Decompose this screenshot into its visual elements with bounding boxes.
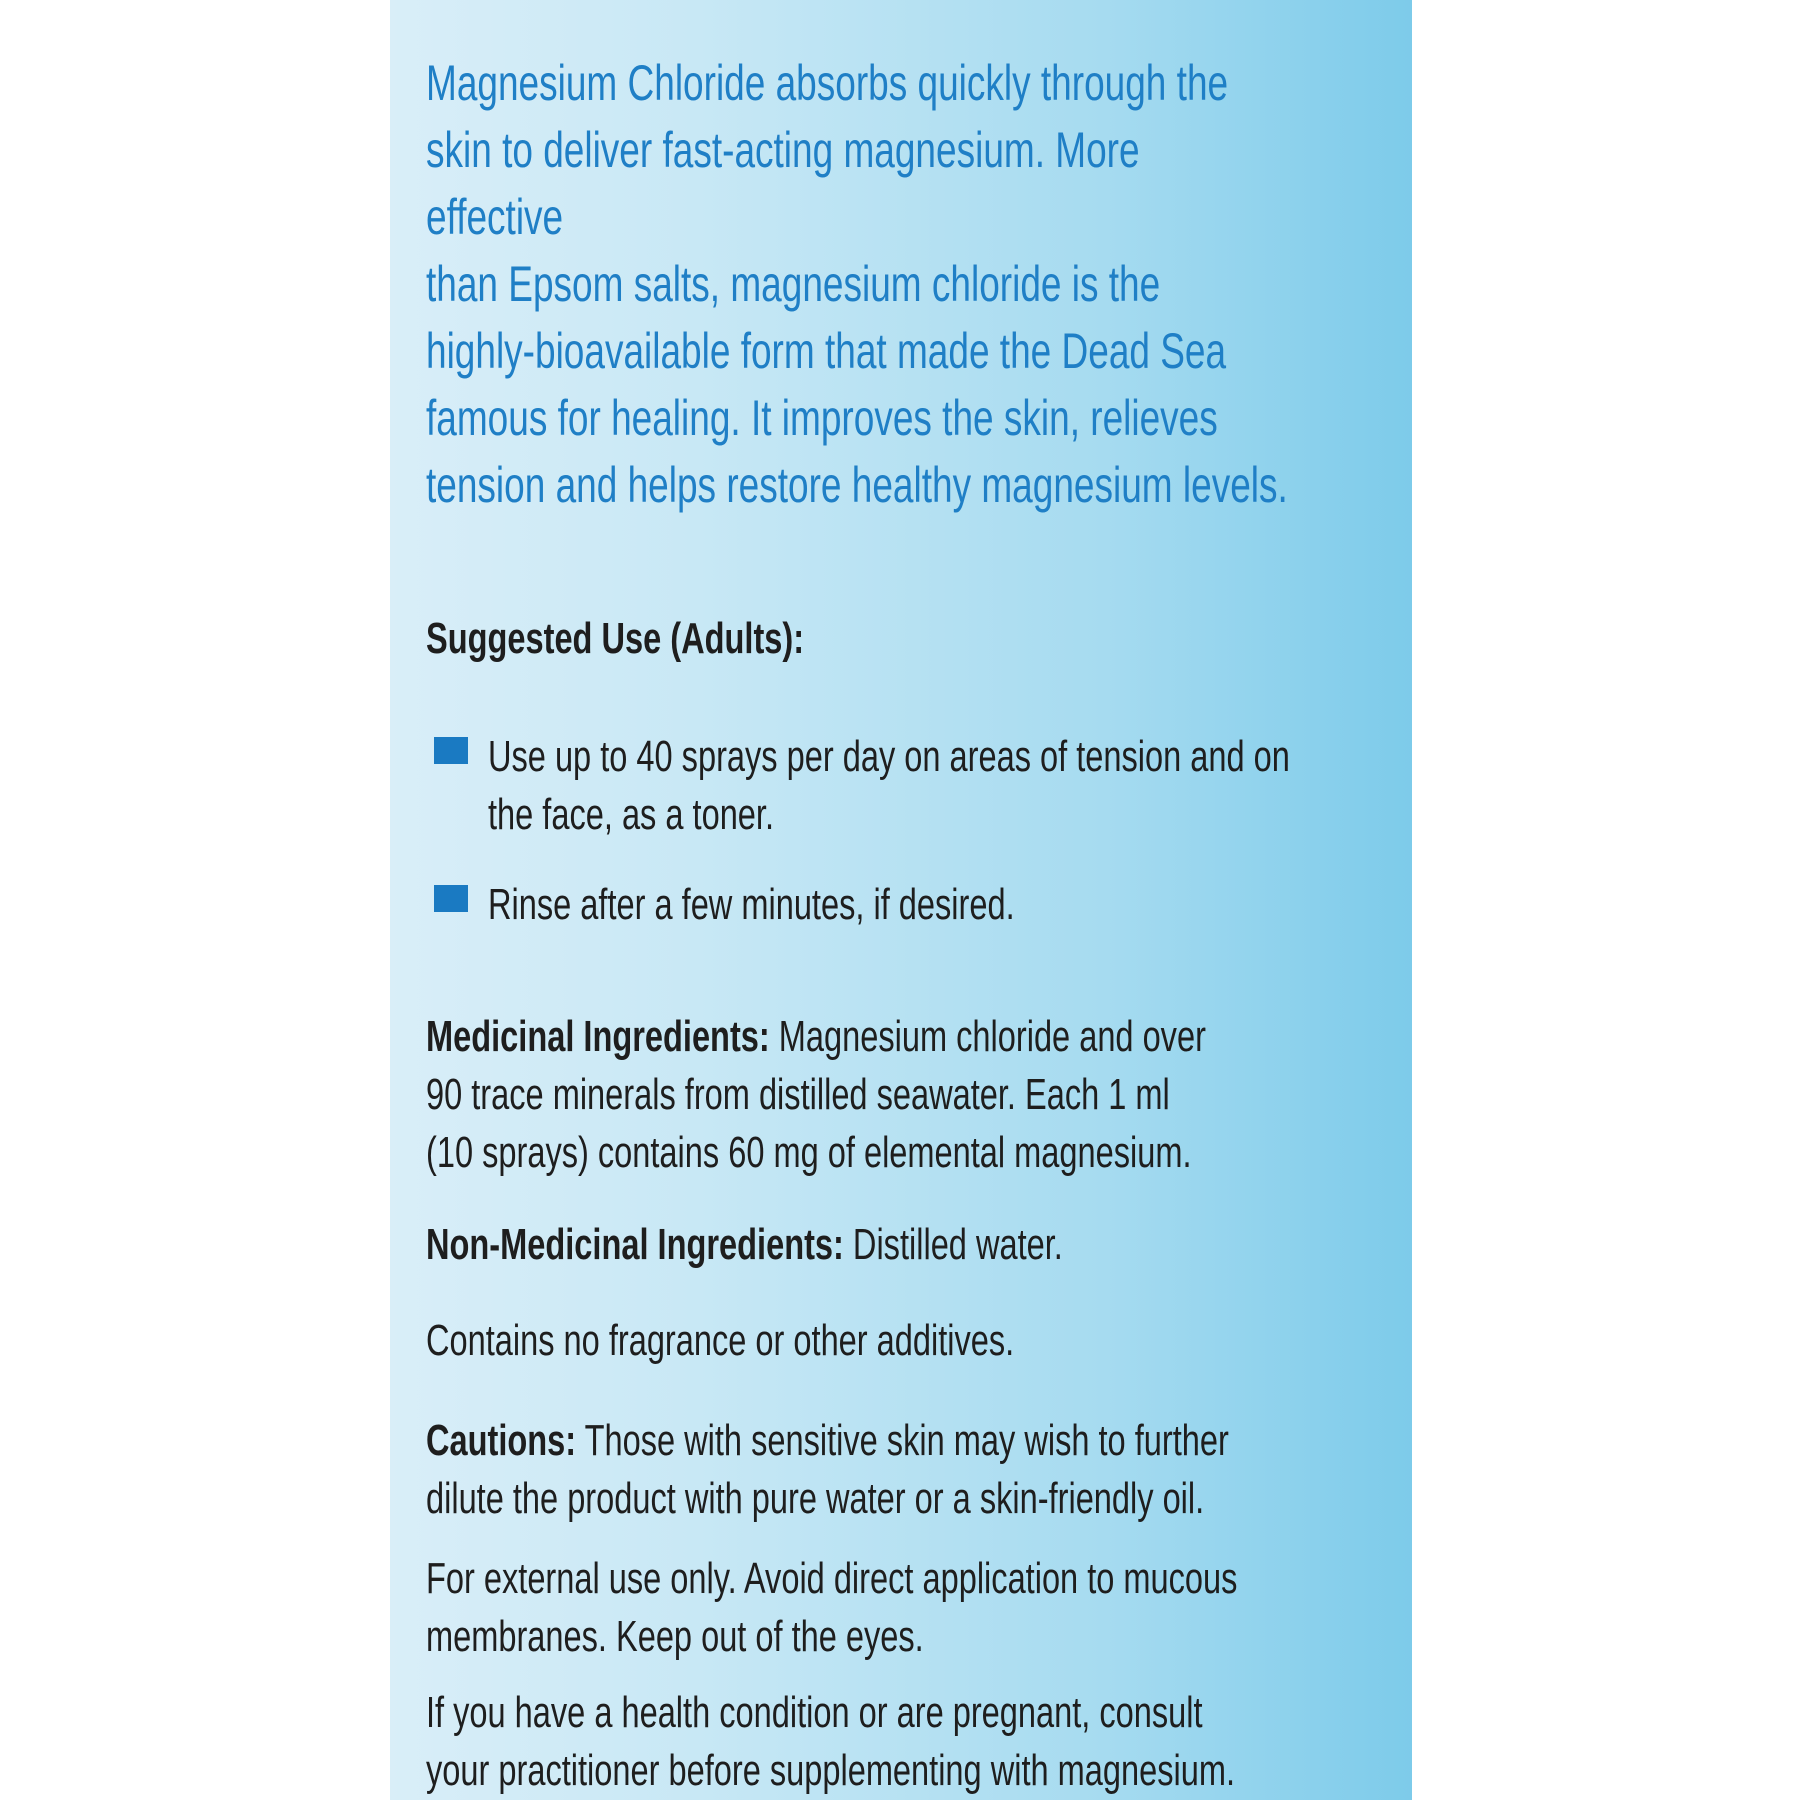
cautions-text: dilute the product with pure water or a skin-friendly oil. — [426, 1474, 1205, 1523]
intro-line: skin to deliver fast-acting magnesium. More — [426, 122, 1140, 178]
suggested-use-heading — [426, 610, 1723, 668]
suggested-use-heading-text: Suggested Use (Adults): — [426, 614, 805, 663]
no-additives-statement — [426, 1312, 1723, 1370]
intro-line: tension and helps restore healthy magnesium levels. — [426, 457, 1288, 513]
external-use-text: For external use only. Avoid direct application to mucous — [426, 1554, 1238, 1603]
no-additives-text: Contains no fragrance or other additives. — [426, 1316, 1015, 1365]
intro-line: than Epsom salts, magnesium chloride is the — [426, 256, 1161, 312]
bullet-item — [426, 686, 1386, 839]
external-use-warning — [426, 1550, 1723, 1666]
label-panel — [390, 0, 1412, 1800]
medicinal-ingredients-text: (10 sprays) contains 60 mg of elemental magnesium. — [426, 1128, 1192, 1177]
medicinal-ingredients-text: 90 trace minerals from distilled seawater. Each 1 ml — [426, 1070, 1170, 1119]
non-medicinal-ingredients-label: Non-Medicinal Ingredients: — [426, 1220, 844, 1269]
intro-line: famous for healing. It improves the skin, relieves — [426, 390, 1218, 446]
bullet-item — [426, 830, 1386, 929]
non-medicinal-ingredients — [426, 1216, 1723, 1274]
medicinal-ingredients — [426, 1008, 1723, 1182]
intro-paragraph — [426, 50, 1723, 519]
intro-line: effective — [426, 189, 564, 245]
bullet-line: the face, as a toner. — [488, 790, 774, 839]
bullet-line: Rinse after a few minutes, if desired. — [488, 880, 1015, 929]
medicinal-ingredients-label: Medicinal Ingredients: — [426, 1012, 770, 1061]
external-use-text: membranes. Keep out of the eyes. — [426, 1612, 924, 1661]
square-bullet-icon — [434, 737, 468, 764]
cautions-label: Cautions: — [426, 1416, 577, 1465]
medicinal-ingredients-text: Magnesium chloride and over — [769, 1012, 1206, 1061]
square-bullet-icon — [434, 885, 468, 912]
non-medicinal-ingredients-text: Distilled water. — [843, 1220, 1063, 1269]
cautions-text: Those with sensitive skin may wish to further — [576, 1416, 1229, 1465]
health-condition-warning — [426, 1684, 1723, 1800]
health-condition-text: your practitioner before supplementing with magnesium. — [426, 1746, 1235, 1795]
intro-line: highly-bioavailable form that made the Dead Sea — [426, 323, 1227, 379]
bullet-line: Use up to 40 sprays per day on areas of tension and on — [488, 732, 1290, 781]
health-condition-text: If you have a health condition or are pregnant, consult — [426, 1688, 1203, 1737]
intro-line: Magnesium Chloride absorbs quickly through the — [426, 55, 1229, 111]
cautions — [426, 1412, 1723, 1528]
